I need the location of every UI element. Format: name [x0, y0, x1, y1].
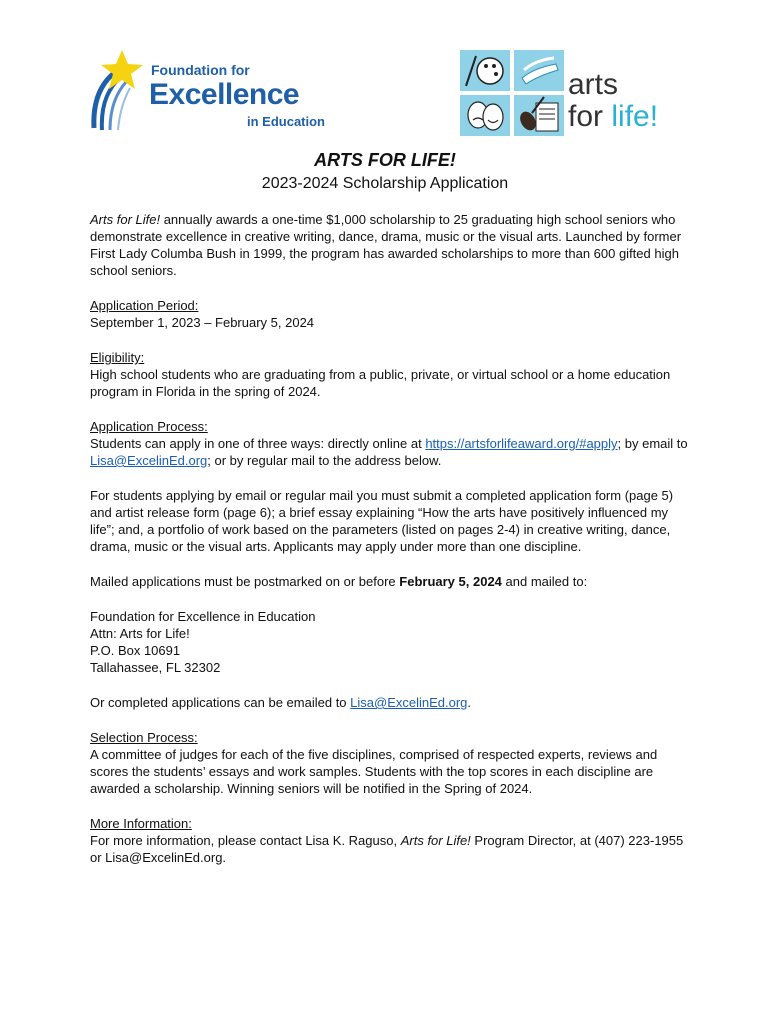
mailing-address — [90, 608, 690, 676]
theater-masks-icon — [460, 95, 510, 136]
intro-text: annually awards a one-time $1,000 scholarship to 25 graduating high school seniors who demonstrate excellence in creative writing, dance, drama, music or the visual arts. Launched by former First Lady Columba Bush in 1999, the program has awarded scholarships to more than 600 gifted high school seniors. — [90, 212, 682, 278]
address-line-2: Attn: Arts for Life! — [90, 626, 190, 641]
program-name: Arts for Life! — [90, 212, 161, 227]
page-title: ARTS FOR LIFE! — [314, 150, 456, 170]
email-link[interactable]: Lisa@ExcelinEd.org — [90, 453, 208, 468]
process-section — [90, 418, 690, 469]
address-line-4: Tallahassee, FL 32302 — [90, 660, 221, 675]
more-info-program: Arts for Life! — [400, 833, 471, 848]
submission-paragraph: For students applying by email or regular mail you must submit a completed application form (page 5) and artist release form (page 6); a brief essay explaining “How the arts have positively influenced my life”; and, a portfolio of work based on the parameters (listed on pages 2-4) in creative writing, dance, drama, music or the visual arts. Applicants may apply under more than one discipline. — [90, 488, 674, 554]
intro-paragraph — [90, 211, 690, 279]
eligibility-section — [90, 349, 690, 400]
logo-text-for-life — [568, 102, 658, 132]
selection-text: A committee of judges for each of the five disciplines, comprised of respected experts, reviews and scores the students’ essays and work samples. Students with the top scores in each discipline are awarded a scholarship. Winning seniors will be notified in the Spring of 2024. — [90, 747, 658, 796]
apply-link[interactable]: https://artsforlifeaward.org/#apply — [425, 436, 618, 451]
mail-deadline: February 5, 2024 — [399, 574, 502, 589]
address-line-1: Foundation for Excellence in Education — [90, 609, 316, 624]
foundation-logo — [88, 48, 348, 132]
logo-text-life: life! — [611, 100, 659, 133]
process-text-1: Students can apply in one of three ways: directly online at — [90, 436, 426, 451]
mail-paragraph — [90, 573, 690, 590]
more-info-heading: More Information: — [90, 816, 192, 831]
email-note — [90, 694, 690, 711]
more-info-text-1: For more information, please contact Lisa K. Raguso, — [90, 833, 401, 848]
eligibility-text: High school students who are graduating from a public, private, or virtual school or a home education program in Florida in the spring of 2024. — [90, 367, 671, 399]
email-note-text-2: . — [467, 695, 472, 710]
arts-for-life-logo — [460, 50, 690, 140]
process-text-2: ; by email to — [617, 436, 688, 451]
more-info-text-2: Program Director, at (407) 223-1955 or Lisa@ExcelinEd.org. — [90, 833, 684, 865]
more-info-section — [90, 815, 690, 866]
page-subtitle: 2023-2024 Scholarship Application — [261, 175, 509, 192]
selection-heading: Selection Process: — [90, 730, 198, 745]
logo-text-excellence: Excellence — [149, 78, 300, 111]
arts-tiles — [460, 50, 564, 136]
mail-text-2: and mailed to: — [501, 574, 588, 589]
period-heading: Application Period: — [90, 298, 199, 313]
period-section — [90, 297, 690, 331]
logo-text-for: for — [568, 100, 612, 133]
process-text-3: ; or by regular mail to the address below. — [207, 453, 442, 468]
document-body — [90, 211, 690, 884]
selection-section — [90, 729, 690, 797]
ballet-shoes-icon — [514, 50, 564, 91]
address-line-3: P.O. Box 10691 — [90, 643, 181, 658]
email-note-link[interactable]: Lisa@ExcelinEd.org — [350, 695, 468, 710]
palette-icon — [460, 50, 510, 91]
email-note-text-1: Or completed applications can be emailed to — [90, 695, 351, 710]
star-swoosh-icon — [88, 48, 150, 132]
logo-text-foundation-for: Foundation for — [151, 62, 250, 78]
eligibility-heading: Eligibility: — [90, 350, 145, 365]
process-heading: Application Process: — [90, 419, 208, 434]
logo-text-arts: arts — [568, 68, 619, 101]
mail-text-1: Mailed applications must be postmarked on or before — [90, 574, 400, 589]
logo-text-in-education: in Education — [247, 114, 325, 129]
period-text: September 1, 2023 – February 5, 2024 — [90, 315, 315, 330]
violin-pen-icon — [514, 95, 564, 136]
